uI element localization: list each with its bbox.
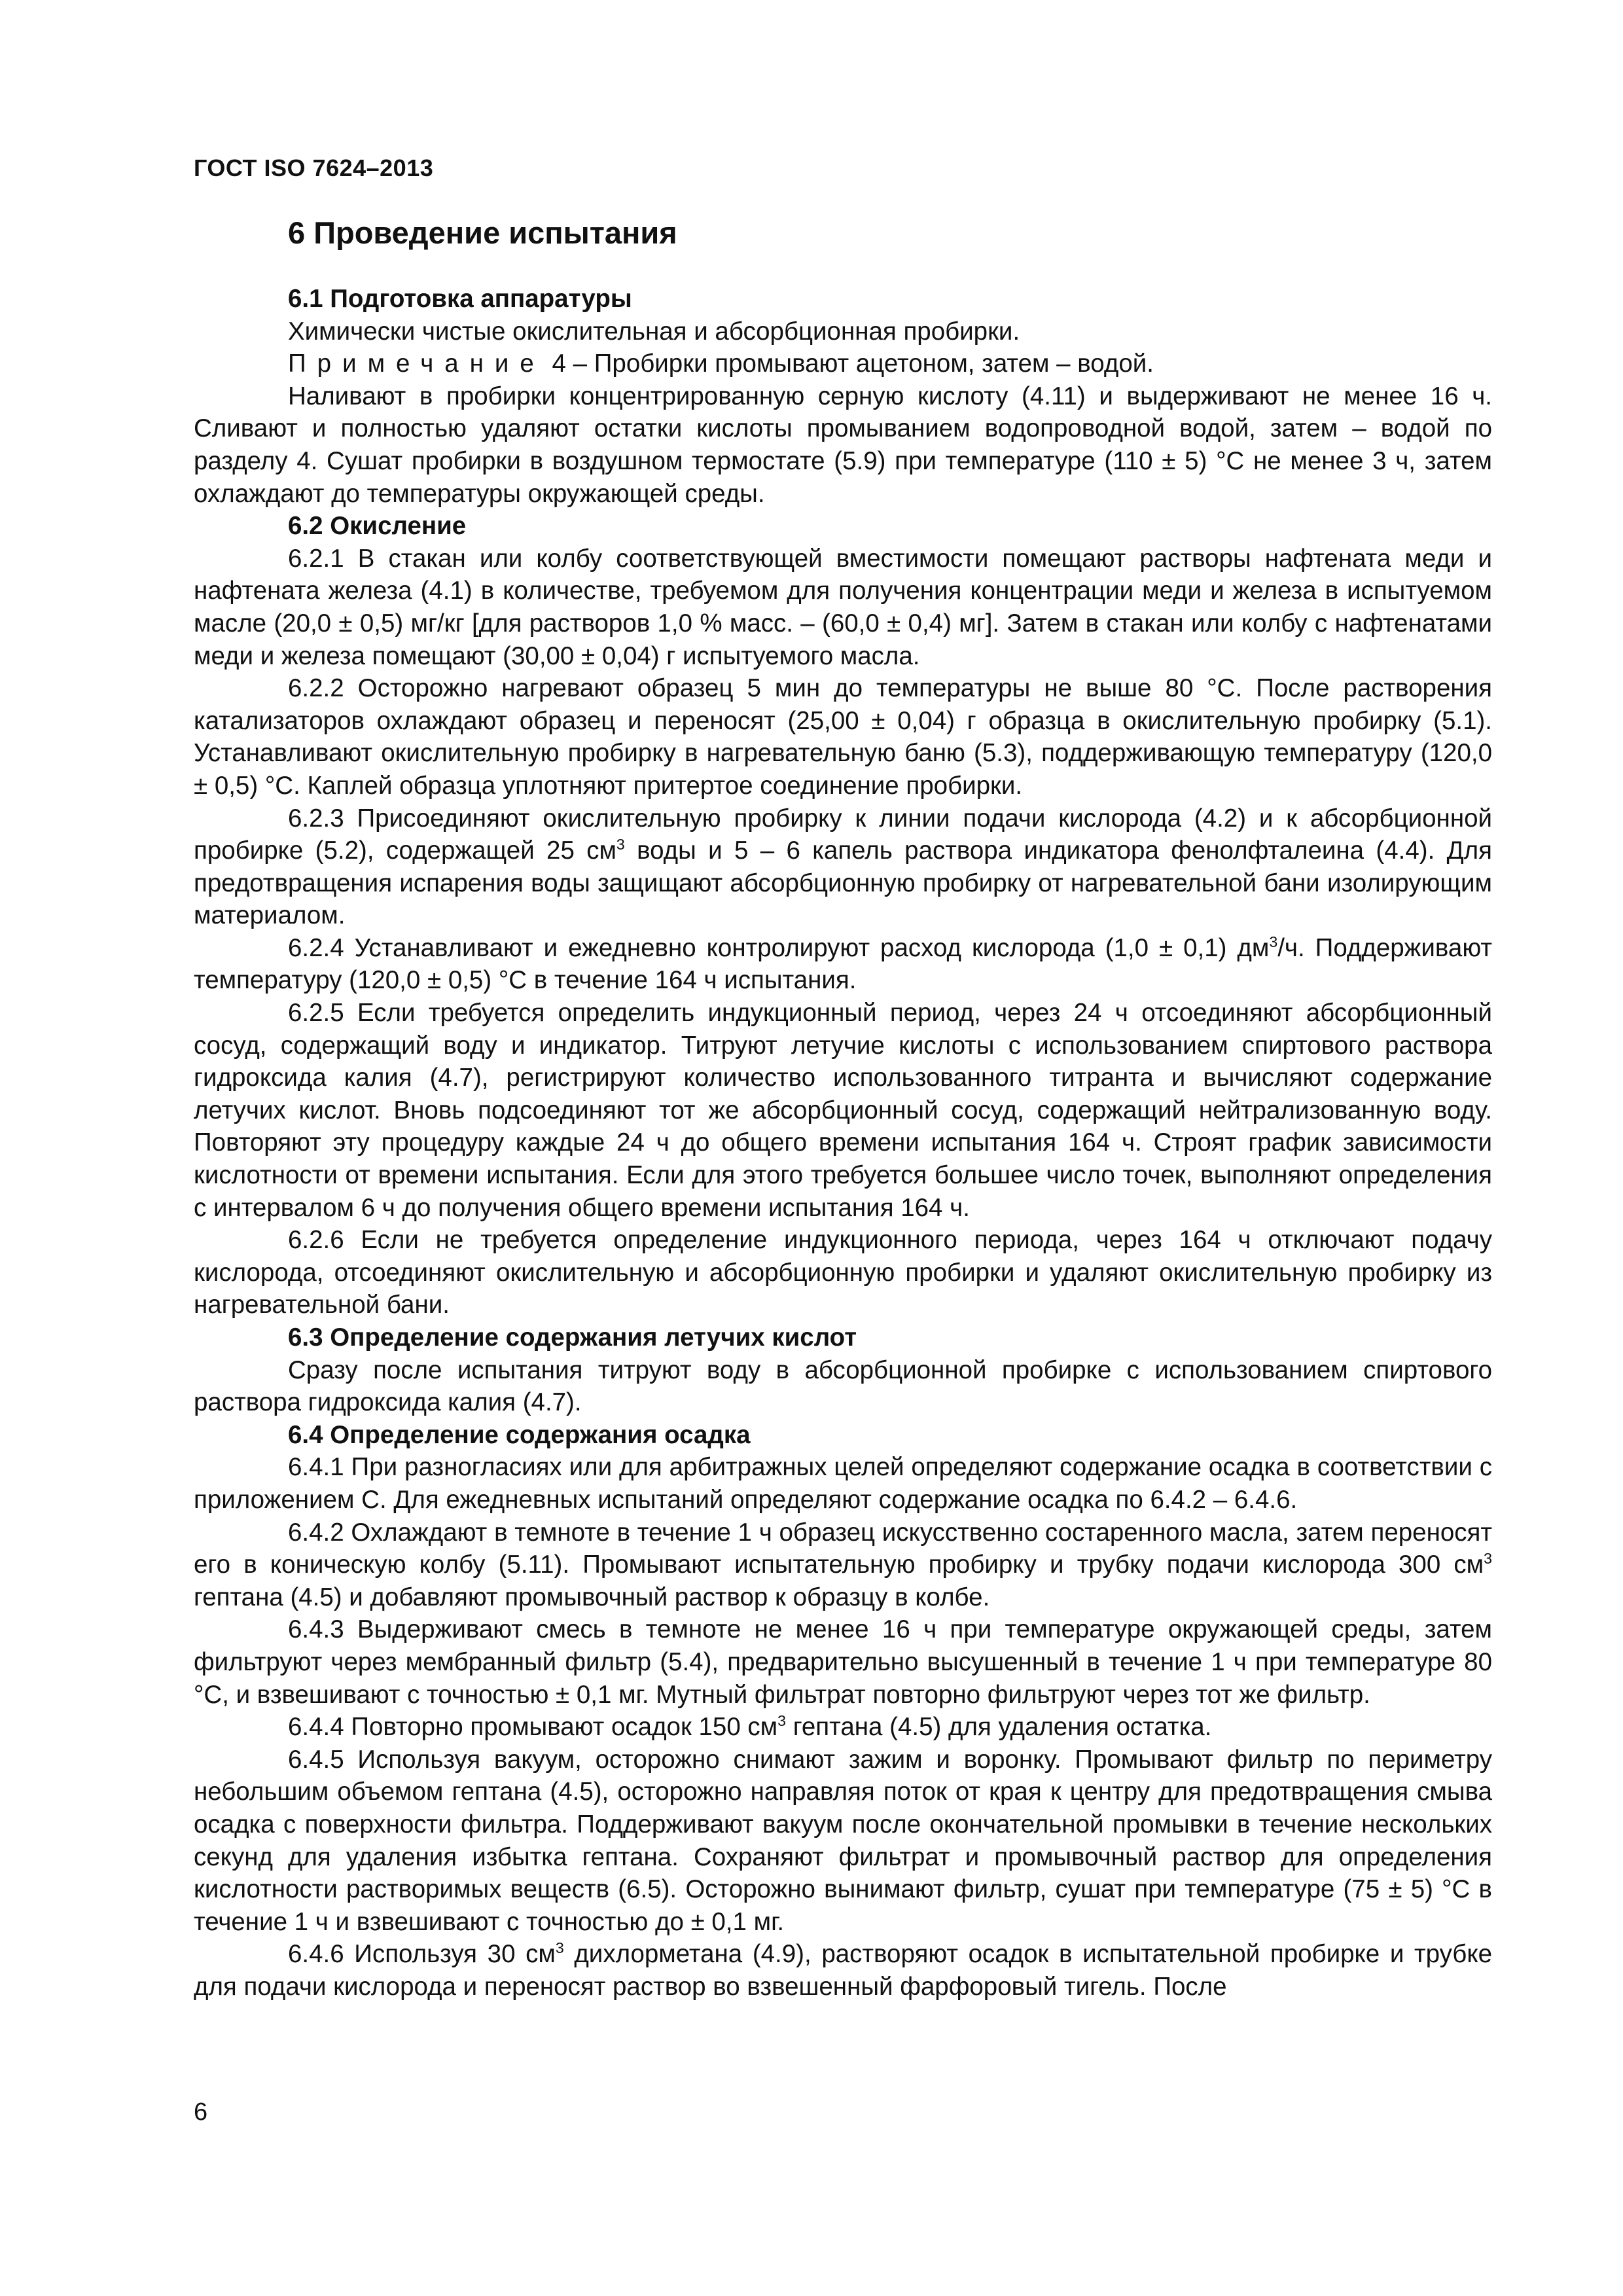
note-label: Примечание	[288, 350, 545, 378]
superscript: 3	[616, 836, 625, 853]
text-span: 6.2.4 Устанавливают и ежедневно контролируют расход кислорода (1,0 ± 0,1) дм	[288, 933, 1270, 962]
text-span: гептана (4.5) для удаления остатка.	[786, 1713, 1212, 1742]
text-span: воды и 5 – 6 капель раствора индикатора фенолфталеина (4.4). Для предотвращения испарения воды защищают абсорбционную пробирку от нагревательной бани изолирующим материалом.	[194, 836, 1492, 930]
text-span: гептана (4.5) и добавляют промывочный раствор к образцу в колбе.	[194, 1583, 990, 1611]
paragraph-6-2-2: 6.2.2 Осторожно нагревают образец 5 мин до температуры не выше 80 °С. После растворения катализаторов охлаждают образец и переносят (25,00 ± 0,04) г образца в окислительную пробирку (5.1). Устанавливают окислительную пробирку в нагревательную баню (5.3), поддерживающую температуру (120,0 ± 0,5) °С. Каплей образца уплотняют притертое соединение пробирки.	[194, 674, 1492, 800]
note-text: 4 – Пробирки промывают ацетоном, затем – водой.	[544, 350, 1154, 378]
paragraph-6-4-4	[194, 1711, 1492, 1744]
text-span: /ч. Поддерживают температуру (120,0 ± 0,5) °С в течение 164 ч испытания.	[194, 933, 1492, 995]
subsection-heading-6-2: 6.2 Окисление	[288, 512, 467, 541]
subsection-heading-6-3: 6.3 Определение содержания летучих кислот	[288, 1323, 857, 1352]
document-code-header: ГОСТ ISO 7624–2013	[194, 154, 434, 181]
note-4	[194, 348, 1492, 380]
superscript: 3	[777, 1712, 786, 1730]
paragraph-6-2-4	[194, 932, 1492, 997]
document-body	[194, 283, 1492, 2003]
subsection-heading-6-1: 6.1 Подготовка аппаратуры	[288, 285, 632, 313]
text-span: 6.4.4 Повторно промывают осадок 150 см	[288, 1713, 778, 1742]
paragraph-6-4-3: 6.4.3 Выдерживают смесь в темноте не менее 16 ч при температуре окружающей среды, затем фильтруют через мембранный фильтр (5.4), предварительно высушенный в течение 1 ч при температуре 80 °С, и взвешивают с точностью ± 0,1 мг. Мутный фильтрат повторно фильтруют через тот же фильтр.	[194, 1615, 1492, 1709]
paragraph-6-1-1: Химически чистые окислительная и абсорбционная пробирки.	[288, 317, 1020, 346]
text-span: 6.4.6 Используя 30 см	[288, 1940, 556, 1969]
subsection-heading-6-4: 6.4 Определение содержания осадка	[288, 1420, 751, 1449]
paragraph-6-2-1: 6.2.1 В стакан или колбу соответствующей вместимости помещают растворы нафтената меди и нафтената железа (4.1) в количестве, требуемом для получения концентрации меди и железа в испытуемом масле (20,0 ± 0,5) мг/кг [для растворов 1,0 % масс. – (60,0 ± 0,4) мг]. Затем в стакан или колбу с нафтенатами меди и железа помещают (30,00 ± 0,04) г испытуемого масла.	[194, 544, 1492, 670]
paragraph-6-4-6	[194, 1938, 1492, 2003]
superscript: 3	[1484, 1550, 1492, 1568]
superscript: 3	[555, 1939, 564, 1957]
section-title: 6 Проведение испытания	[288, 215, 677, 250]
paragraph-6-4-5: 6.4.5 Используя вакуум, осторожно снимают зажим и воронку. Промывают фильтр по периметру небольшим объемом гептана (4.5), осторожно направляя поток от края к центру для предотвращения смыва осадка с поверхности фильтра. Поддерживают вакуум после окончательной промывки в течение нескольких секунд для удаления избытка гептана. Сохраняют фильтрат и промывочный раствор для определения кислотности растворимых веществ (6.5). Осторожно вынимают фильтр, сушат при температуре (75 ± 5) °С в течение 1 ч и взвешивают с точностью до ± 0,1 мг.	[194, 1745, 1492, 1936]
paragraph-6-4-2	[194, 1516, 1492, 1614]
superscript: 3	[1269, 933, 1278, 951]
text-span: 6.2.3 Присоединяют окислительную пробирку к линии подачи кислорода (4.2) и к абсорбционной пробирке (5.2), содержащей 25 см	[194, 804, 1492, 865]
paragraph-6-3-1: Сразу после испытания титруют воду в абсорбционной пробирке с использованием спиртового раствора гидроксида калия (4.7).	[194, 1355, 1492, 1417]
text-span: 6.4.2 Охлаждают в темноте в течение 1 ч образец искусственно состаренного масла, затем переносят его в коническую колбу (5.11). Промывают испытательную пробирку и трубку подачи кислорода 300 см	[194, 1518, 1492, 1579]
paragraph-6-1-2: Наливают в пробирки концентрированную серную кислоту (4.11) и выдерживают не менее 16 ч. Сливают и полностью удаляют остатки кислоты промыванием водопроводной водой, затем – водой по разделу 4. Сушат пробирки в воздушном термостате (5.9) при температуре (110 ± 5) °С не менее 3 ч, затем охлаждают до температуры окружающей среды.	[194, 382, 1492, 508]
paragraph-6-4-1: 6.4.1 При разногласиях или для арбитражных целей определяют содержание осадка в соответствии с приложением С. Для ежедневных испытаний определяют содержание осадка по 6.4.2 – 6.4.6.	[194, 1453, 1492, 1514]
text-span: дихлорметана (4.9), растворяют осадок в испытательной пробирке и трубке для подачи кислорода и переносят раствор во взвешенный фарфоровый тигель. После	[194, 1940, 1493, 2001]
page-number: 6	[194, 2098, 208, 2126]
paragraph-6-2-6: 6.2.6 Если не требуется определение индукционного периода, через 164 ч отключают подачу кислорода, отсоединяют окислительную и абсорбционную пробирки и удаляют окислительную пробирку из нагревательной бани.	[194, 1226, 1492, 1319]
paragraph-6-2-3	[194, 802, 1492, 932]
paragraph-6-2-5: 6.2.5 Если требуется определить индукционный период, через 24 ч отсоединяют абсорбционный сосуд, содержащий воду и индикатор. Титруют летучие кислоты с использованием спиртового раствора гидроксида калия (4.7), регистрируют количество использованного титранта и вычисляют содержание летучих кислот. Вновь подсоединяют тот же абсорбционный сосуд, содержащий нейтрализованную воду. Повторяют эту процедуру каждые 24 ч до общего времени испытания 164 ч. Строят график зависимости кислотности от времени испытания. Если для этого требуется большее число точек, выполняют определения с интервалом 6 ч до получения общего времени испытания 164 ч.	[194, 999, 1492, 1222]
